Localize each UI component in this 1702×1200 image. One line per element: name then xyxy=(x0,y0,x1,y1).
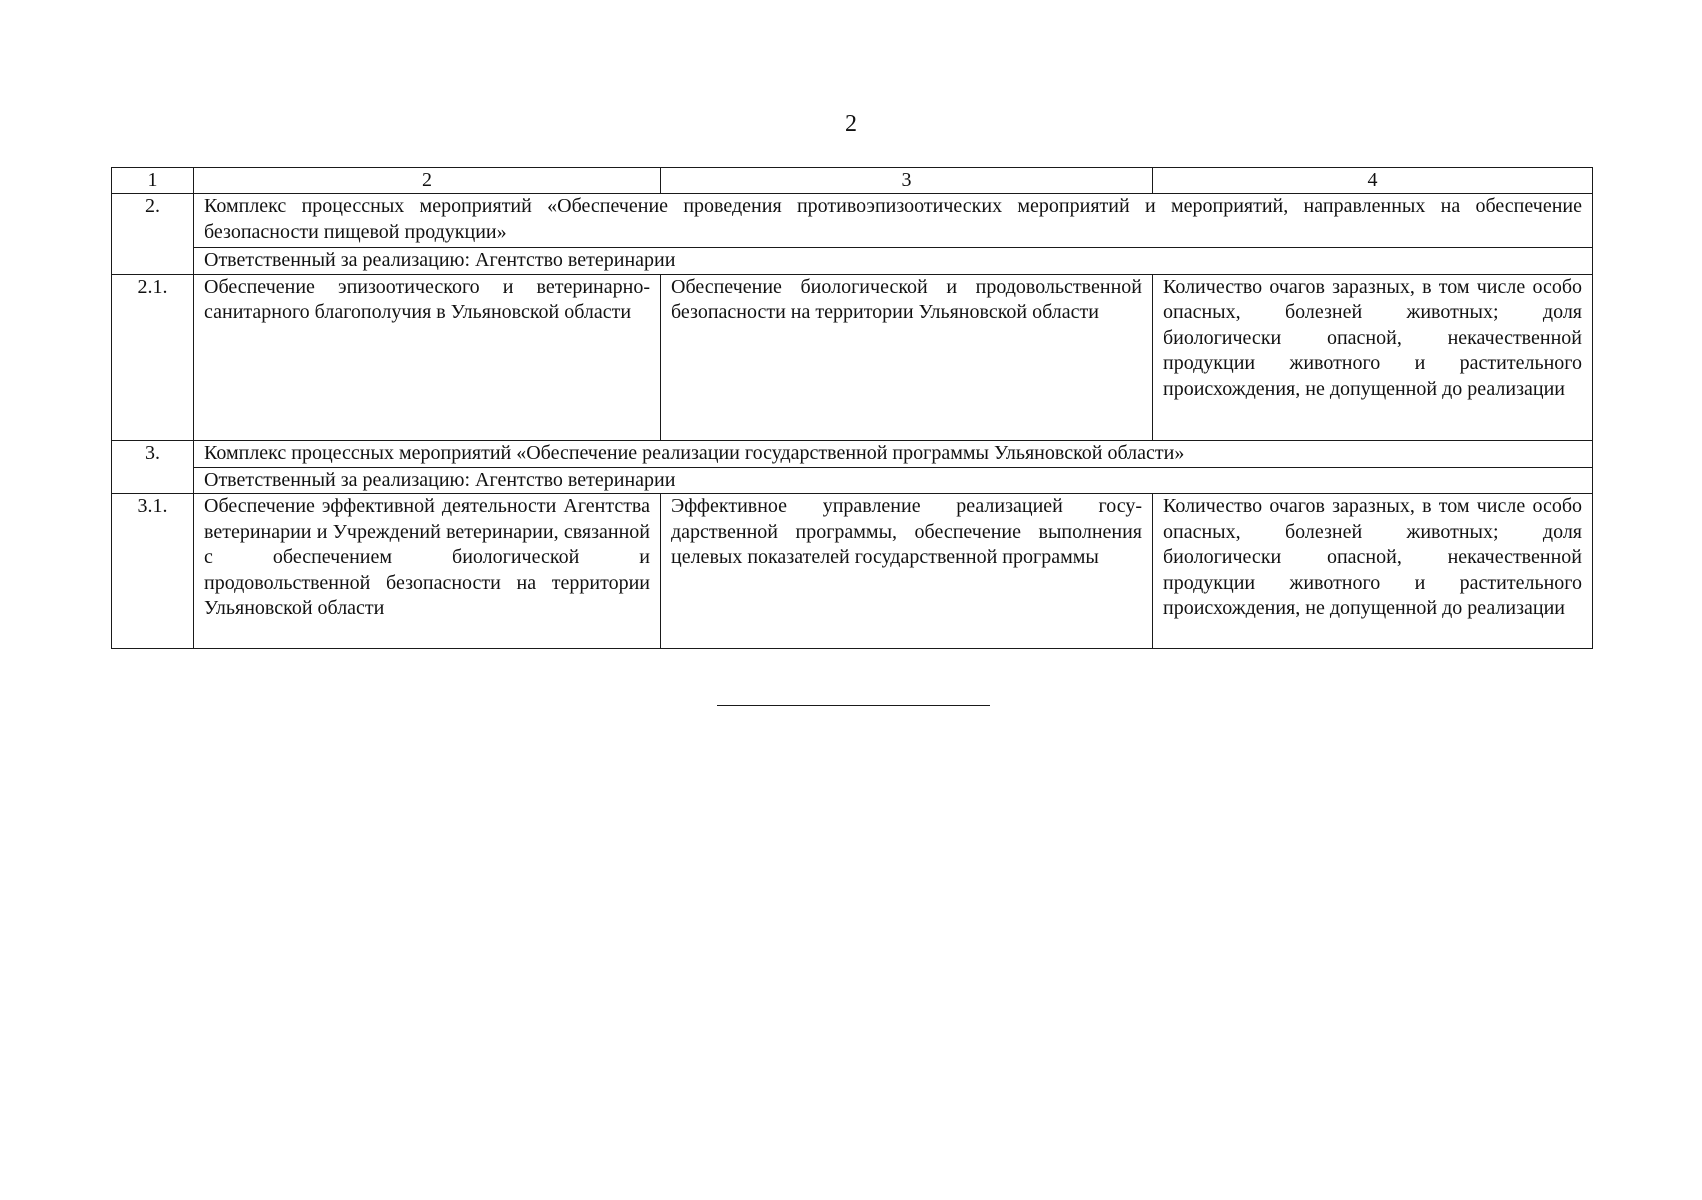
section-title-row xyxy=(112,440,1593,467)
section-responsible: Ответственный за реализацию: Агентство ветеринарии xyxy=(194,467,1593,494)
column-header-3: 3 xyxy=(661,168,1153,194)
row-task: Обеспечение эпизоотического и ветеринарно-санитарного благополучия в Ульяновской области xyxy=(194,274,661,440)
table-row xyxy=(112,274,1593,440)
row-effect: Эффективное управление реализацией государственной программы, обеспечение выполнения целевых показателей государственной программы xyxy=(661,494,1153,649)
section-title-row xyxy=(112,194,1593,248)
column-header-4: 4 xyxy=(1153,168,1593,194)
row-indicators: Количество очагов заразных, в том числе особо опасных, болезней животных; доля биологически опасной, некачественной продукции животного и растительного происхождения, не допущенной до реализации xyxy=(1153,494,1593,649)
section-responsible-row xyxy=(112,467,1593,494)
column-header-2: 2 xyxy=(194,168,661,194)
section-responsible-row xyxy=(112,248,1593,275)
row-number: 3.1. xyxy=(112,494,194,649)
program-table xyxy=(111,167,1593,649)
row-effect: Обеспечение биологической и продовольственной безопасности на территории Ульяновской области xyxy=(661,274,1153,440)
table-row xyxy=(112,494,1593,649)
section-number: 2. xyxy=(112,194,194,275)
row-task: Обеспечение эффективной деятельности Агентства ветеринарии и Учреждений ветеринарии, связанной с обеспечением биологической и продовольственной безопасности на территории Ульяновской области xyxy=(194,494,661,649)
page-number: 2 xyxy=(845,111,857,137)
column-header-1: 1 xyxy=(112,168,194,194)
row-number: 2.1. xyxy=(112,274,194,440)
end-separator-line xyxy=(717,705,990,706)
section-responsible: Ответственный за реализацию: Агентство ветеринарии xyxy=(194,248,1593,275)
row-indicators: Количество очагов заразных, в том числе особо опасных, болезней животных; доля биологически опасной, некачественной продукции животного и растительного происхождения, не допущенной до реализации xyxy=(1153,274,1593,440)
column-number-row xyxy=(112,168,1593,194)
section-number: 3. xyxy=(112,440,194,494)
section-title: Комплекс процессных мероприятий «Обеспечение проведения противоэпизоотических мероприятий и мероприятий, направленных на обеспечение безопасности пищевой продукции» xyxy=(194,194,1593,248)
section-title: Комплекс процессных мероприятий «Обеспечение реализации государственной программы Ульяновской области» xyxy=(194,440,1593,467)
